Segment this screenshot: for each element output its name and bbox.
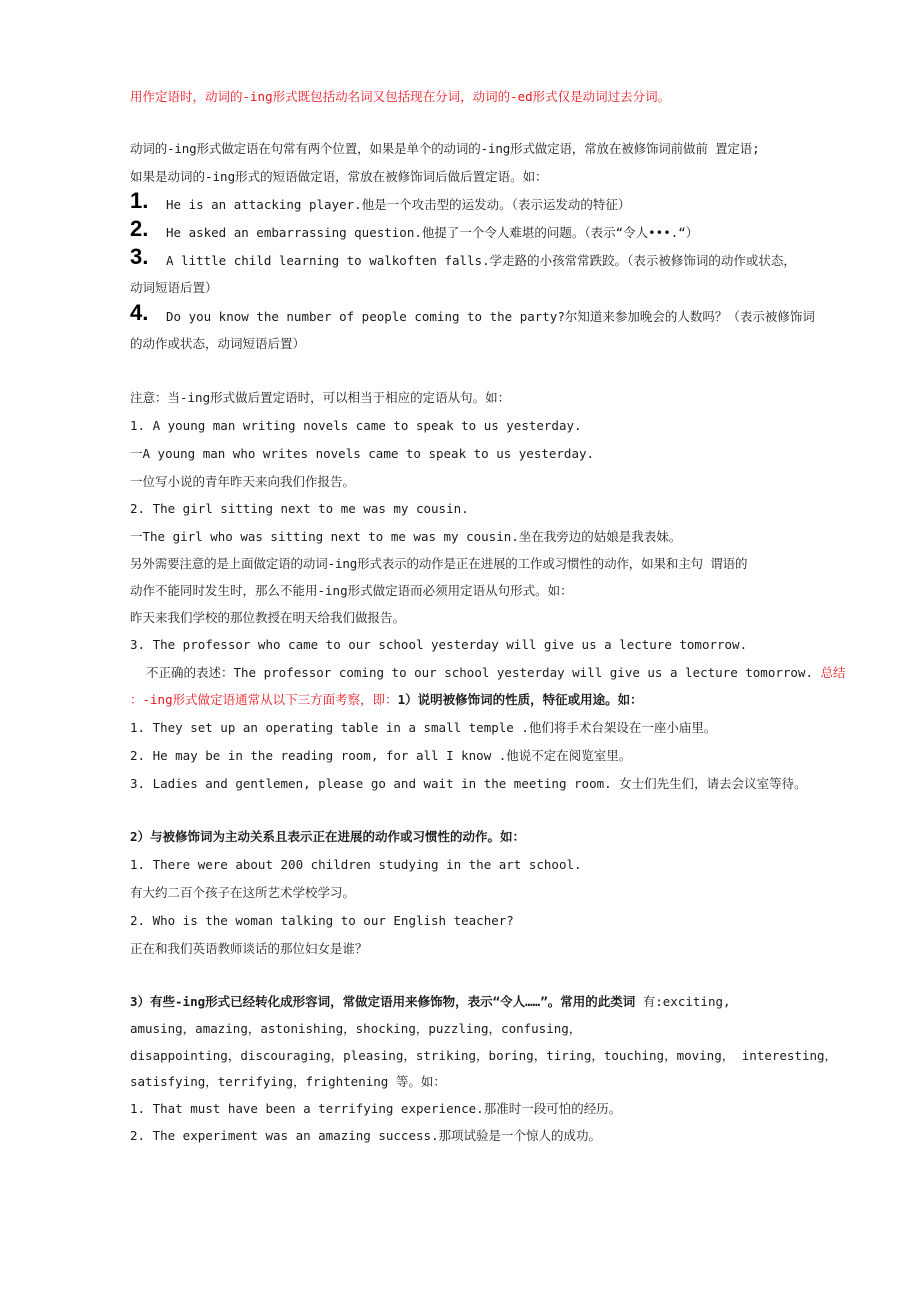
note-example-3: 3. The professor who came to our school yesterday will give us a lecture tomorrow. — [130, 637, 748, 652]
section2-title: 2）与被修饰词为主动关系且表示正在进展的动作或习惯性的动作。如： — [130, 829, 526, 844]
para1-line1: 动词的-ing形式做定语在句常有两个位置，如果是单个的动词的-ing形式做定语，常放在被修饰词前做前 置定语; — [130, 141, 760, 156]
section3-title-tail: 有:exciting, — [635, 994, 731, 1009]
para1-line2: 如果是动词的-ing形式的短语做定语，常放在被修饰词后做后置定语。如： — [130, 169, 548, 184]
wrong-expression-line — [146, 664, 846, 682]
note-title: 注意：当-ing形式做后置定语时，可以相当于相应的定语从句。如： — [130, 390, 511, 405]
note-example-1c: 一位写小说的青年昨天来向我们作报告。 — [130, 474, 356, 489]
item-text-3: A little child learning to walkoften falls.学走路的小孩常常跌跤。（表示被修饰词的动作或状态， — [166, 253, 796, 268]
summary-line — [130, 691, 643, 709]
item-number-3: 3. — [130, 244, 149, 269]
item-text-4: Do you know the number of people coming to the party?尔知道来参加晚会的人数吗？（表示被修饰词 — [166, 309, 815, 324]
sec2-example-2b: 正在和我们英语教师谈话的那位妇女是谁？ — [130, 941, 368, 956]
item-text-2: He asked an embarrassing question.他提了一个令人难堪的问题。（表示“令人•••.“） — [166, 225, 699, 240]
sec3-example-1: 1. That must have been a terrifying experience.那准时一段可怕的经历。 — [130, 1101, 622, 1116]
note-example-2: 2. The girl sitting next to me was my cousin. — [130, 501, 469, 516]
note-example-1: 1. A young man writing novels came to speak to us yesterday. — [130, 418, 582, 433]
note-extra-line2: 动作不能同时发生时，那么不能用-ing形式做定语而必须用定语从句形式。如： — [130, 583, 573, 598]
item-text-4-cont: 的动作或状态，动词短语后置） — [130, 336, 306, 351]
item-number-1: 1. — [130, 188, 149, 213]
intro-line: 用作定语时，动词的-ing形式既包括动名词又包括现在分词，动词的-ed形式仅是动词过去分词。 — [130, 89, 671, 104]
sec3-words-1: amusing，amazing，astonishing，shocking，puzzling，confusing， — [130, 1021, 582, 1036]
sec3-words-3: satisfying，terrifying，frightening 等。如： — [130, 1074, 446, 1089]
item-text-1: He is an attacking player.他是一个攻击型的运发动。（表示运发动的特征） — [166, 197, 631, 212]
wrong-expression: 不正确的表述：The professor coming to our school yesterday will give us a lecture tomorrow. — [146, 665, 813, 680]
item-number-4: 4. — [130, 300, 149, 325]
sec1-example-3: 3. Ladies and gentlemen, please go and wait in the meeting room. 女士们先生们，请去会议室等待。 — [130, 776, 807, 791]
note-example-1b: 一A young man who writes novels came to speak to us yesterday. — [130, 446, 595, 461]
note-example-2b: 一The girl who was sitting next to me was my cousin.坐在我旁边的姑娘是我表妹。 — [130, 529, 682, 544]
sec2-example-2: 2. Who is the woman talking to our English teacher? — [130, 913, 514, 928]
section1-title: 1）说明被修饰词的性质，特征或用途。如： — [397, 692, 643, 707]
note-extra-line1: 另外需要注意的是上面做定语的动词-ing形式表示的动作是正在进展的工作或习惯性的动作，如果和主句 谓语的 — [130, 556, 748, 571]
sec1-example-2: 2. He may be in the reading room, for all I know .他说不定在阅览室里。 — [130, 748, 632, 763]
note-extra-line3: 昨天来我们学校的那位教授在明天给我们做报告。 — [130, 610, 406, 625]
sec1-example-1: 1. They set up an operating table in a small temple .他们将手术台架设在一座小庙里。 — [130, 720, 717, 735]
sec3-example-2: 2. The experiment was an amazing success.那项试验是一个惊人的成功。 — [130, 1128, 602, 1143]
sec2-example-1: 1. There were about 200 children studying in the art school. — [130, 857, 582, 872]
section3-title-line — [130, 993, 731, 1011]
section3-title: 3）有些-ing形式已经转化成形容词，常做定语用来修饰物，表示“令人……”。常用的此类词 — [130, 994, 636, 1009]
item-number-2: 2. — [130, 216, 149, 241]
summary-text: ：-ing形式做定语通常从以下三方面考察，即： — [130, 692, 398, 707]
sec2-example-1b: 有大约二百个孩子在这所艺术学校学习。 — [130, 885, 356, 900]
summary-label: 总结 — [820, 665, 846, 680]
item-text-3-cont: 动词短语后置） — [130, 280, 218, 295]
sec3-words-2: disappointing，discouraging，pleasing，striking，boring，tiring，touching，moving， interesting， — [130, 1048, 838, 1063]
